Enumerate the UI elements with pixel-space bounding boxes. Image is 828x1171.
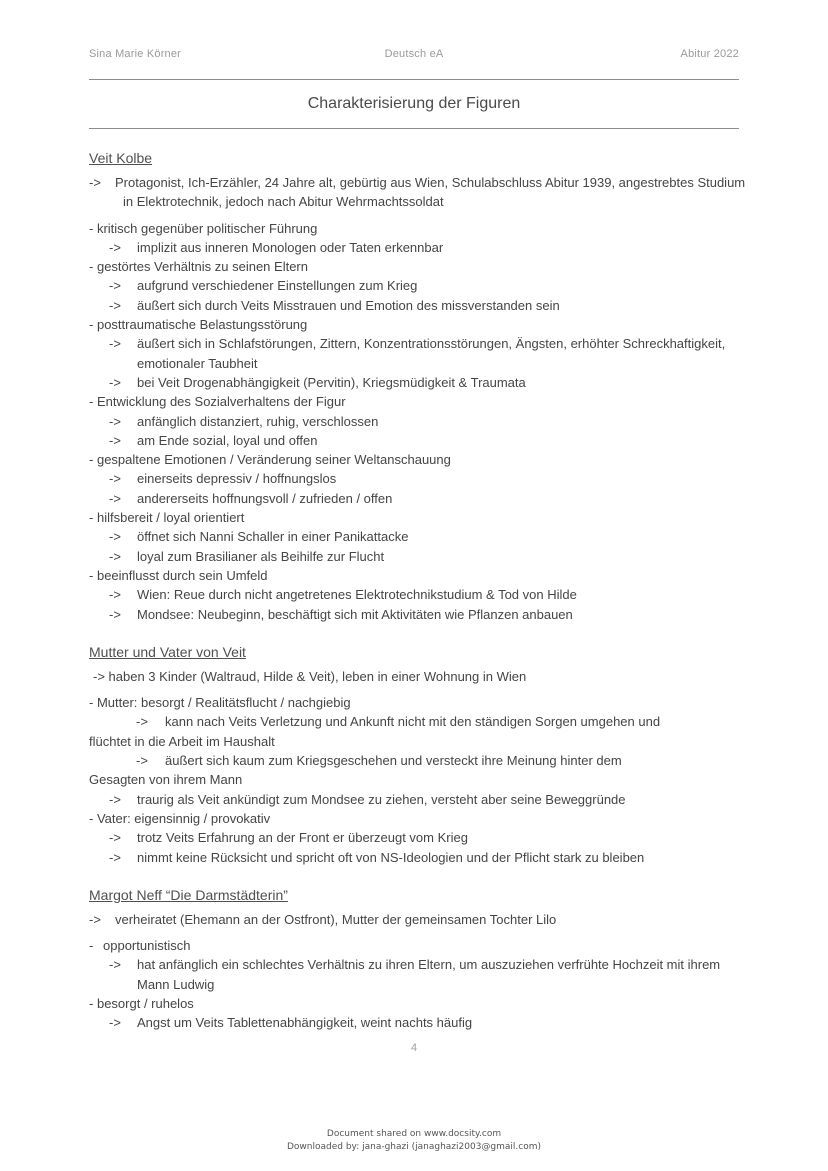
section-intro-veit: -> Protagonist, Ich-Erzähler, 24 Jahre alt, gebürtig aus Wien, Schulabschluss Abitur 1939, angestrebtes Studium in Elektrotechnik, jedoch nach Abitur Wehrmachtssoldat xyxy=(89,175,746,210)
bullet-point: - Vater: eigensinnig / provokativ xyxy=(89,810,271,826)
sub-point: -> traurig als Veit ankündigt zum Mondsee zu ziehen, versteht aber seine Beweggründe xyxy=(109,791,626,807)
section-heading-margot: Margot Neff “Die Darmstädterin” xyxy=(89,886,288,903)
sub-point: -> nimmt keine Rücksicht und spricht oft von NS-Ideologien und der Pflicht stark zu bleiben xyxy=(109,849,645,865)
header-subject: Deutsch eA xyxy=(384,48,444,60)
sub-point: -> implizit aus inneren Monologen oder Taten erkennbar xyxy=(109,239,444,255)
sub-point: -> öffnet sich Nanni Schaller in einer Panikattacke xyxy=(109,529,409,545)
sub-point: -> äußert sich durch Veits Misstrauen und Emotion des missverstanden sein xyxy=(109,297,560,313)
bullet-point: - beeinflusst durch sein Umfeld xyxy=(89,567,268,583)
title-divider xyxy=(89,128,739,129)
section-heading-parents: Mutter und Vater von Veit xyxy=(89,643,246,660)
sub-point: -> Mondsee: Neubeginn, beschäftigt sich mit Aktivitäten wie Pflanzen anbauen xyxy=(109,606,573,622)
sub-point-continuation: Gesagten von ihrem Mann xyxy=(89,772,243,788)
sub-point: -> einerseits depressiv / hoffnungslos xyxy=(109,471,337,487)
bullet-point: - gestörtes Verhältnis zu seinen Eltern xyxy=(89,259,308,275)
bullet-point: - kritisch gegenüber politischer Führung xyxy=(89,220,318,236)
sub-point: -> äußert sich kaum zum Kriegsgeschehen und versteckt ihre Meinung hinter dem xyxy=(136,753,622,769)
sub-point: -> Wien: Reue durch nicht angetretenes Elektrotechnikstudium & Tod von Hilde xyxy=(109,587,577,603)
footer-shared-line: Document shared on www.docsity.com xyxy=(326,1129,502,1139)
sub-point: -> anfänglich distanziert, ruhig, verschlossen xyxy=(109,413,379,429)
bullet-point: - gespaltene Emotionen / Veränderung seiner Weltanschauung xyxy=(89,452,451,468)
section-heading-veit: Veit Kolbe xyxy=(89,150,153,166)
section-intro-margot: -> verheiratet (Ehemann an der Ostfront), Mutter der gemeinsamen Tochter Lilo xyxy=(89,911,557,927)
bullet-point: - posttraumatische Belastungsstörung xyxy=(89,317,308,333)
page-header xyxy=(89,48,739,64)
footer-downloaded-line: Downloaded by: jana-ghazi (janaghazi2003@gmail.com) xyxy=(286,1142,542,1152)
sub-point: -> andererseits hoffnungsvoll / zufrieden / offen xyxy=(109,490,393,506)
sub-point: -> Angst um Veits Tablettenabhängigkeit, weint nachts häufig xyxy=(109,1015,473,1031)
header-author: Sina Marie Körner xyxy=(89,48,182,60)
sub-point: -> hat anfänglich ein schlechtes Verhältnis zu ihren Eltern, um auszuziehen verfrühte Hochzeit mit ihrem Mann Ludwig xyxy=(109,957,721,992)
document-body xyxy=(89,148,749,1033)
docsity-footer xyxy=(0,1128,828,1154)
sub-point-continuation: flüchtet in die Arbeit im Haushalt xyxy=(89,733,275,749)
bullet-point: - hilfsbereit / loyal orientiert xyxy=(89,510,245,526)
header-divider xyxy=(89,79,739,80)
bullet-point: - Mutter: besorgt / Realitätsflucht / nachgiebig xyxy=(89,695,351,711)
bullet-point: - besorgt / ruhelos xyxy=(89,995,194,1011)
page-title: Charakterisierung der Figuren xyxy=(307,95,521,112)
sub-point: -> loyal zum Brasilianer als Beihilfe zur Flucht xyxy=(109,548,385,564)
sub-point: -> aufgrund verschiedener Einstellungen zum Krieg xyxy=(109,278,418,294)
sub-point: -> am Ende sozial, loyal und offen xyxy=(109,432,318,448)
section-intro-parents: -> haben 3 Kinder (Waltraud, Hilde & Veit), leben in einer Wohnung in Wien xyxy=(93,668,527,684)
sub-point: -> kann nach Veits Verletzung und Ankunft nicht mit den ständigen Sorgen umgehen und xyxy=(136,714,661,730)
page-number: 4 xyxy=(410,1042,418,1054)
bullet-point: - opportunistisch xyxy=(89,938,191,954)
sub-point: -> äußert sich in Schlafstörungen, Zittern, Konzentrationsstörungen, Ängsten, erhöhter Schreckhaftigkeit, emotionaler Taubheit xyxy=(109,336,726,371)
header-exam: Abitur 2022 xyxy=(680,48,739,60)
sub-point: -> trotz Veits Erfahrung an der Front er überzeugt vom Krieg xyxy=(109,830,468,846)
bullet-point: - Entwicklung des Sozialverhaltens der Figur xyxy=(89,394,346,410)
sub-point: -> bei Veit Drogenabhängigkeit (Pervitin), Kriegsmüdigkeit & Traumata xyxy=(109,374,526,390)
